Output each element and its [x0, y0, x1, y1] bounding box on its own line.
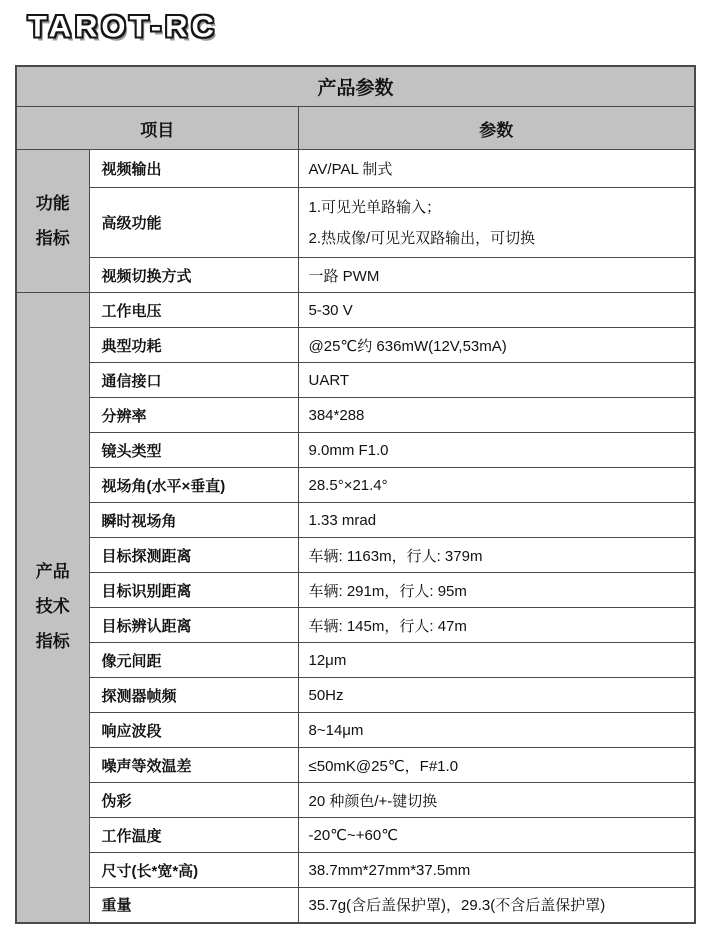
spec-row	[16, 433, 695, 468]
spec-item-label: 分辨率	[89, 398, 298, 433]
spec-item-value: AV/PAL 制式	[298, 150, 695, 188]
spec-item-value: 8~14μm	[298, 713, 695, 748]
spec-item-label: 重量	[89, 888, 298, 923]
spec-row	[16, 853, 695, 888]
spec-item-value: 一路 PWM	[298, 258, 695, 293]
column-header-param: 参数	[298, 107, 695, 150]
spec-item-value: UART	[298, 363, 695, 398]
table-title: 产品参数	[16, 66, 695, 107]
table-title-row	[16, 66, 695, 107]
spec-row	[16, 538, 695, 573]
spec-item-value: 38.7mm*27mm*37.5mm	[298, 853, 695, 888]
spec-item-label: 目标辨认距离	[89, 608, 298, 643]
group-label-line: 指标	[35, 228, 70, 248]
spec-item-label: 瞬时视场角	[89, 503, 298, 538]
spec-item-value: @25℃约 636mW(12V,53mA)	[298, 328, 695, 363]
spec-row	[16, 678, 695, 713]
spec-item-label: 工作温度	[89, 818, 298, 853]
spec-row	[16, 150, 695, 188]
spec-row	[16, 643, 695, 678]
brand-logo: TAROT-RC	[28, 10, 218, 44]
group-label-technical	[16, 293, 89, 923]
spec-row	[16, 258, 695, 293]
spec-item-label: 像元间距	[89, 643, 298, 678]
spec-item-label: 视场角(水平×垂直)	[89, 468, 298, 503]
spec-item-label: 响应波段	[89, 713, 298, 748]
spec-row	[16, 398, 695, 433]
group-label-line: 功能	[35, 193, 70, 213]
spec-item-label: 目标识别距离	[89, 573, 298, 608]
spec-item-value: -20℃~+60℃	[298, 818, 695, 853]
product-spec-table	[15, 65, 696, 924]
spec-item-value: 28.5°×21.4°	[298, 468, 695, 503]
group-label-line: 技术	[35, 597, 70, 617]
spec-item-value: 车辆: 291m，行人: 95m	[298, 573, 695, 608]
spec-row	[16, 748, 695, 783]
spec-item-label: 镜头类型	[89, 433, 298, 468]
spec-row	[16, 328, 695, 363]
value-line: 1.可见光单路输入；	[308, 198, 442, 216]
spec-row	[16, 363, 695, 398]
spec-item-label: 探测器帧频	[89, 678, 298, 713]
spec-item-value: 1.33 mrad	[298, 503, 695, 538]
spec-item-value: 384*288	[298, 398, 695, 433]
group-label-function	[16, 150, 89, 293]
spec-item-value: 9.0mm F1.0	[298, 433, 695, 468]
spec-item-value: 20 种颜色/+-键切换	[298, 783, 695, 818]
column-header-item: 项目	[16, 107, 298, 150]
spec-item-value: ≤50mK@25℃，F#1.0	[298, 748, 695, 783]
spec-item-value: 车辆: 1163m，行人: 379m	[298, 538, 695, 573]
group-label-line: 产品	[35, 562, 70, 582]
column-header-row	[16, 107, 695, 150]
spec-item-value: 5-30 V	[298, 293, 695, 328]
spec-item-label: 视频切换方式	[89, 258, 298, 293]
spec-row	[16, 888, 695, 923]
spec-row	[16, 573, 695, 608]
spec-item-label: 通信接口	[89, 363, 298, 398]
spec-item-label: 伪彩	[89, 783, 298, 818]
group-label-line: 指标	[35, 632, 70, 652]
spec-item-label: 工作电压	[89, 293, 298, 328]
spec-row	[16, 713, 695, 748]
spec-item-value	[298, 188, 695, 258]
spec-row	[16, 818, 695, 853]
spec-item-value: 50Hz	[298, 678, 695, 713]
spec-row	[16, 188, 695, 258]
spec-row	[16, 503, 695, 538]
spec-item-label: 尺寸(长*宽*高)	[89, 853, 298, 888]
spec-item-label: 典型功耗	[89, 328, 298, 363]
spec-item-value: 35.7g(含后盖保护罩)，29.3(不含后盖保护罩)	[298, 888, 695, 923]
spec-row	[16, 608, 695, 643]
spec-row	[16, 293, 695, 328]
spec-item-label: 高级功能	[89, 188, 298, 258]
spec-row	[16, 468, 695, 503]
spec-item-label: 目标探测距离	[89, 538, 298, 573]
spec-item-value: 车辆: 145m，行人: 47m	[298, 608, 695, 643]
value-line: 2.热成像/可见光双路输出，可切换	[308, 229, 536, 247]
spec-item-label: 视频输出	[89, 150, 298, 188]
spec-item-label: 噪声等效温差	[89, 748, 298, 783]
spec-item-value: 12μm	[298, 643, 695, 678]
spec-row	[16, 783, 695, 818]
